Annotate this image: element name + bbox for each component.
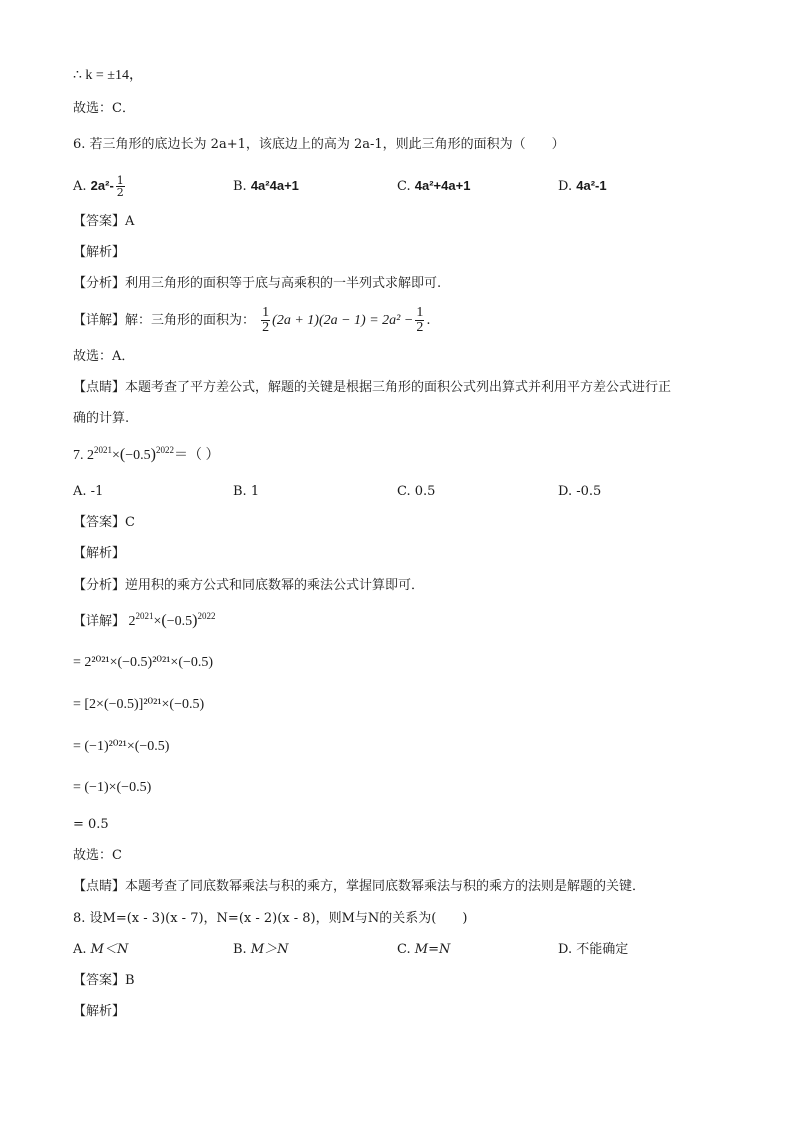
option-text: M=N bbox=[414, 942, 451, 957]
option-letter: B. bbox=[233, 179, 247, 194]
q7-step-1: = 2²⁰²¹×(−0.5)²⁰²¹×(−0.5) bbox=[73, 655, 214, 670]
q7-option-a bbox=[73, 483, 103, 501]
q7-stem: 7. $2^{2021}\times(-0.5)^{2022}=$（ ） bbox=[73, 445, 220, 463]
q8-option-d bbox=[558, 941, 628, 959]
comment-text: 本题考查了同底数幂乘法与积的乘方，掌握同底数幂乘法与积的乘方的法则是解题的关键． bbox=[125, 879, 646, 894]
option-letter: C. bbox=[397, 179, 411, 194]
q7-choose: 故选：C bbox=[73, 848, 122, 863]
option-letter: C. bbox=[397, 484, 411, 499]
option-text: M＜N bbox=[90, 942, 129, 957]
fenxi-text: 逆用积的乘方公式和同底数幂的乘法公式计算即可． bbox=[125, 578, 425, 593]
q7-fenxi bbox=[73, 577, 424, 595]
q6-choose: 故选：A． bbox=[73, 349, 135, 364]
comment-label: 【点睛】 bbox=[73, 380, 126, 395]
q7-option-b bbox=[233, 483, 259, 501]
q6-option-a bbox=[73, 175, 127, 198]
q7-step-2: = [2×(−0.5)]²⁰²¹×(−0.5) bbox=[73, 697, 205, 712]
option-letter: D. bbox=[558, 942, 573, 957]
detail-label: 【详解】 bbox=[73, 614, 126, 629]
fenxi-text: 利用三角形的面积等于底与高乘积的一半列式求解即可. bbox=[125, 276, 442, 291]
q6-comment-cont: 确的计算. bbox=[73, 411, 130, 426]
answer-value: B bbox=[125, 973, 135, 988]
answer-value: A bbox=[125, 214, 135, 229]
fraction-numerator: 1 bbox=[116, 174, 124, 187]
option-text: 1 bbox=[250, 484, 260, 499]
option-letter: B. bbox=[233, 484, 247, 499]
fraction-denominator: 2 bbox=[416, 320, 424, 335]
q6-answer bbox=[73, 213, 134, 231]
choose-c-line: 故选：C． bbox=[73, 101, 135, 116]
q8-option-a bbox=[73, 941, 128, 959]
fraction bbox=[415, 306, 424, 335]
q8-stem: 8. 设M=(x - 3)(x - 7)，N=(x - 2)(x - 8)，则M与N的关系为( ) bbox=[73, 911, 468, 926]
q7-option-d bbox=[558, 483, 601, 501]
option-text: 4a²+4a+1 bbox=[414, 178, 471, 193]
q8-analysis-label: 【解析】 bbox=[73, 1004, 126, 1019]
therefore-line: ∴ k = ±14， bbox=[73, 68, 143, 83]
option-letter: C. bbox=[397, 942, 411, 957]
q6-option-c bbox=[397, 177, 470, 196]
detail-expression: (2a + 1)(2a − 1) = 2a² − bbox=[272, 313, 414, 328]
option-letter: D. bbox=[558, 484, 573, 499]
q6-stem: 6. 若三角形的底边长为 2a+1，该底边上的高为 2a-1，则此三角形的面积为（ ） bbox=[73, 137, 565, 152]
option-text: 不能确定 bbox=[576, 942, 629, 957]
option-text: -0.5 bbox=[576, 484, 602, 499]
option-letter: B. bbox=[233, 942, 247, 957]
answer-label: 【答案】 bbox=[73, 515, 126, 530]
fenxi-label: 【分析】 bbox=[73, 276, 126, 291]
option-text: 0.5 bbox=[414, 484, 436, 499]
q7-comment bbox=[73, 878, 645, 896]
q6-analysis-label: 【解析】 bbox=[73, 245, 126, 260]
option-text: -1 bbox=[90, 484, 104, 499]
option-text: 4a²-1 bbox=[576, 178, 607, 193]
option-text: 4a²4a+1 bbox=[250, 178, 299, 193]
q6-option-d bbox=[558, 177, 607, 196]
comment-label: 【点睛】 bbox=[73, 879, 126, 894]
answer-value: C bbox=[125, 515, 135, 530]
fraction bbox=[261, 306, 270, 335]
option-letter: A. bbox=[73, 179, 87, 194]
q7-step-4: = (−1)×(−0.5) bbox=[73, 780, 152, 795]
q6-detail bbox=[73, 306, 430, 336]
fraction-numerator: 1 bbox=[262, 305, 270, 320]
option-letter: D. bbox=[558, 179, 573, 194]
option-letter: A. bbox=[73, 942, 87, 957]
fenxi-label: 【分析】 bbox=[73, 578, 126, 593]
option-text: 2a²- bbox=[90, 178, 114, 193]
q6-option-b bbox=[233, 177, 299, 196]
period: . bbox=[426, 313, 431, 328]
answer-label: 【答案】 bbox=[73, 973, 126, 988]
q7-option-c bbox=[397, 483, 435, 501]
q7-detail: 【详解】 $2^{2021}\times(-0.5)^{2022}$ bbox=[73, 611, 216, 629]
q7-step-5: = 0.5 bbox=[73, 817, 109, 832]
q7-analysis-label: 【解析】 bbox=[73, 546, 126, 561]
question-tail: ＝（ ） bbox=[173, 448, 220, 463]
q6-fenxi bbox=[73, 275, 441, 293]
option-text: M＞N bbox=[250, 942, 289, 957]
detail-prefix: 解：三角形的面积为： bbox=[125, 313, 256, 328]
fraction-denominator: 2 bbox=[262, 320, 270, 335]
option-letter: A. bbox=[73, 484, 87, 499]
q8-option-b bbox=[233, 941, 289, 959]
q7-answer bbox=[73, 514, 135, 532]
q8-answer bbox=[73, 972, 135, 990]
q6-comment bbox=[73, 379, 671, 397]
q7-step-3: = (−1)²⁰²¹×(−0.5) bbox=[73, 739, 170, 754]
comment-text: 本题考查了平方差公式，解题的关键是根据三角形的面积公式列出算式并利用平方差公式进行正 bbox=[125, 380, 672, 395]
fraction-denominator: 2 bbox=[116, 186, 124, 199]
fraction-numerator: 1 bbox=[416, 305, 424, 320]
detail-label: 【详解】 bbox=[73, 313, 126, 328]
answer-label: 【答案】 bbox=[73, 214, 126, 229]
fraction bbox=[116, 175, 125, 198]
question-number: 7. bbox=[73, 448, 84, 463]
q8-option-c bbox=[397, 941, 450, 959]
